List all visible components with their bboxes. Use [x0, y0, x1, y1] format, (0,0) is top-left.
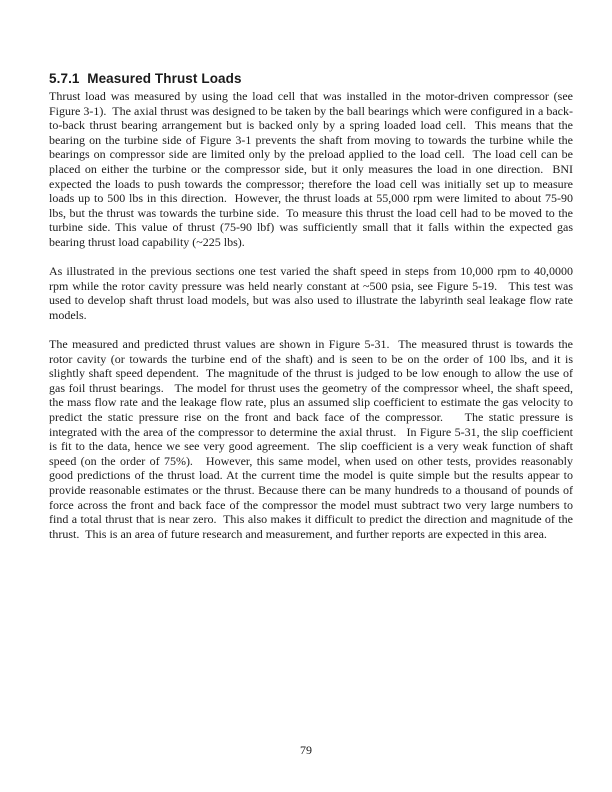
section-heading: 5.7.1 Measured Thrust Loads	[49, 71, 242, 86]
paragraph-thrust-measurement: Thrust load was measured by using the load cell that was installed in the motor-driven compressor (see Figure 3-1). The axial thrust was designed to be taken by the ball bearings which were configured in a back-to-back thrust bearing arrangement but is backed only by a spring loaded load cell. This means that the bearing on the turbine side of Figure 3-1 prevents the shaft from moving to towards the turbine while the bearings on compressor side are limited only by the preload applied to the load cell. The load cell can be placed on either the turbine or the compressor side, but it only measures the load in one direction. BNI expected the loads to push towards the compressor; therefore the load cell was initially set up to measure loads up to 500 lbs in this direction. However, the thrust loads at 55,000 rpm were limited to about 75-90 lbs, but the thrust was towards the turbine side. To measure this thrust the load cell had to be moved to the turbine side. This value of thrust (75-90 lbf) was sufficiently small that it falls within the expected gas bearing thrust load capability (~225 lbs).	[49, 89, 576, 249]
page-number: 79	[300, 743, 312, 757]
paragraph-measured-predicted-thrust: The measured and predicted thrust values are shown in Figure 5-31. The measured thrust is towards the rotor cavity (or towards the turbine end of the shaft) and is seen to be on the order of 100 lbs, and it is slightly shaft speed dependent. The magnitude of the thrust is judged to be low enough to allow the use of gas foil thrust bearings. The model for thrust uses the geometry of the compressor wheel, the shaft speed, the mass flow rate and the leakage flow rate, plus an assumed slip coefficient to estimate the gas velocity to predict the static pressure rise on the front and back face of the compressor. The static pressure is integrated with the area of the compressor to determine the axial thrust. In Figure 5-31, the slip coefficient is fit to the data, hence we see very good agreement. The slip coefficient is a very weak function of shaft speed (on the order of 75%). However, this same model, when used on other tests, provides reasonably good predictions of the thrust load. At the current time the model is quite simple but the results appear to provide reasonable estimates or the thrust. Because there can be many hundreds to a thousand of pounds of force across the front and back face of the compressor the model must subtract two very large numbers to find a total thrust that is near zero. This also makes it difficult to predict the direction and magnitude of the thrust. This is an area of future research and measurement, and further reports are expected in this area.	[49, 337, 576, 541]
text-column	[49, 71, 576, 556]
paragraph-test-description: As illustrated in the previous sections one test varied the shaft speed in steps from 10,000 rpm to 40,0000 rpm while the rotor cavity pressure was held nearly constant at ~500 psia, see Figure 5-19. This test was used to develop shaft thrust load models, but was also used to illustrate the labyrinth seal leakage flow rate models.	[49, 264, 576, 322]
